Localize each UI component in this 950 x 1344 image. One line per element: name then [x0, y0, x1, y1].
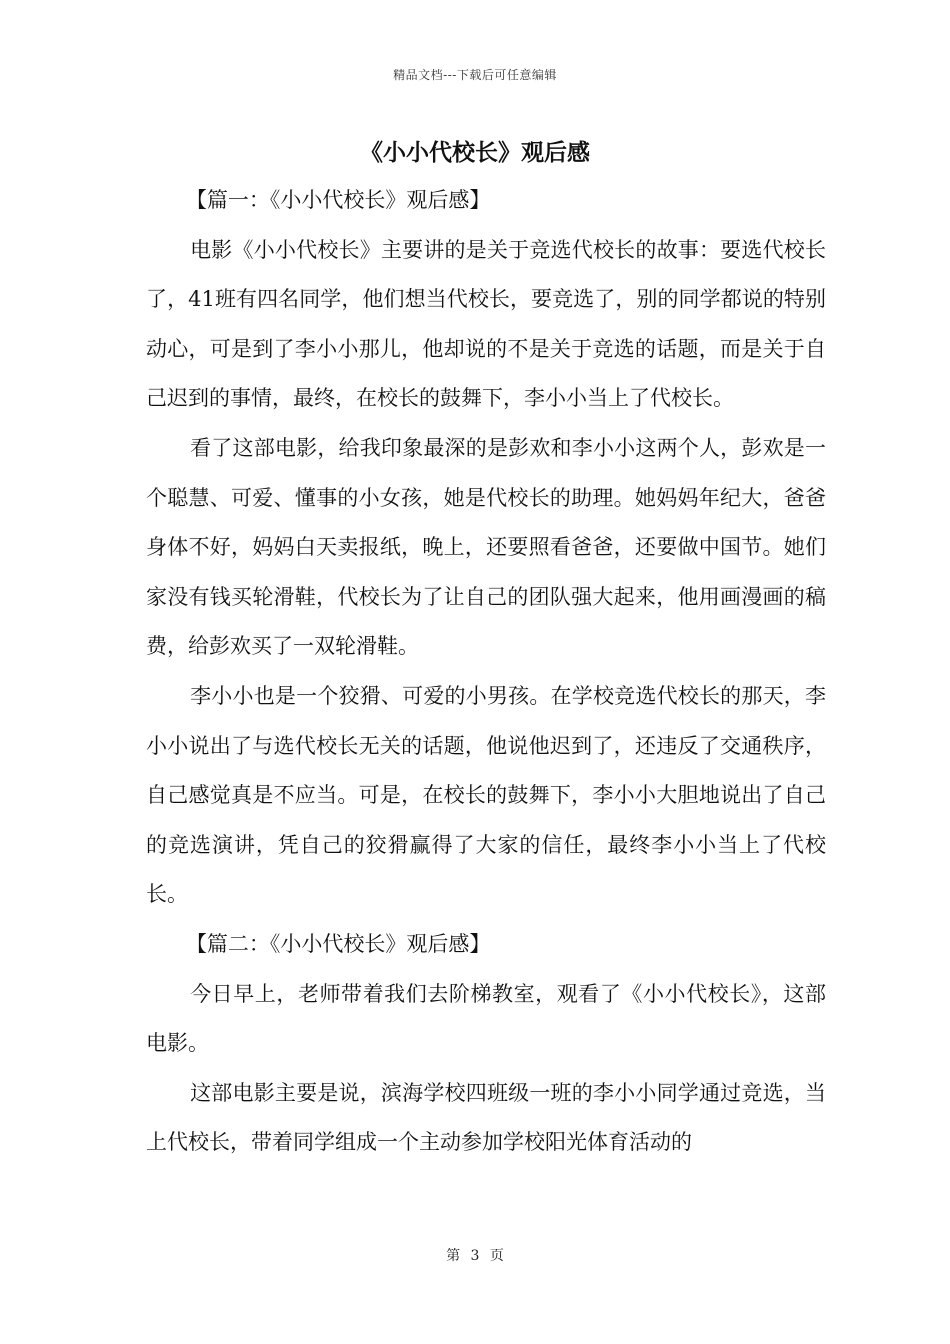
- page-header: 精品文档---下载后可任意编辑: [393, 68, 557, 82]
- paragraph-2: 看了这部电影，给我印象最深的是彭欢和李小小这两个人，彭欢是一个聪慧、可爱、懂事的小女孩，她是代校长的助理。她妈妈年纪大，爸爸身体不好，妈妈白天卖报纸，晚上，还要照看爸爸，还要做中国节。她们家没有钱买轮滑鞋，代校长为了让自己的团队强大起来，他用画漫画的稿费，给彭欢买了一双轮滑鞋。: [146, 435, 826, 659]
- section-heading-1: 【篇一：《小小代校长》观后感】: [185, 188, 491, 212]
- page-footer: [0, 1245, 950, 1265]
- paragraph-4: 今日早上，老师带着我们去阶梯教室，观看了《小小代校长》，这部电影。: [146, 981, 826, 1056]
- footer-prefix: 第: [446, 1248, 461, 1264]
- paragraph-3: 李小小也是一个狡猾、可爱的小男孩。在学校竞选代校长的那天，李小小说出了与选代校长无关的话题，他说他迟到了，还违反了交通秩序，自己感觉真是不应当。可是，在校长的鼓舞下，李小小大胆地说出了自己的竞选演讲，凭自己的狡猾赢得了大家的信任，最终李小小当上了代校长。: [146, 683, 826, 907]
- document-body: [146, 176, 826, 1168]
- section-heading-2: 【篇二：《小小代校长》观后感】: [185, 931, 491, 956]
- paragraph-1: 电影《小小代校长》主要讲的是关于竞选代校长的故事：要选代校长了，41班有四名同学，他们想当代校长，要竞选了，别的同学都说的特别动心，可是到了李小小那儿，他却说的不是关于竞选的话题，而是关于自己迟到的事情，最终，在校长的鼓舞下，李小小当上了代校长。: [146, 237, 826, 411]
- page-number: 3: [470, 1248, 480, 1264]
- paragraph-5: 这部电影主要是说，滨海学校四班级一班的李小小同学通过竞选，当上代校长，带着同学组成一个主动参加学校阳光体育活动的: [146, 1080, 826, 1155]
- footer-suffix: 页: [489, 1248, 504, 1264]
- document-title: 《小小代校长》观后感: [360, 139, 590, 166]
